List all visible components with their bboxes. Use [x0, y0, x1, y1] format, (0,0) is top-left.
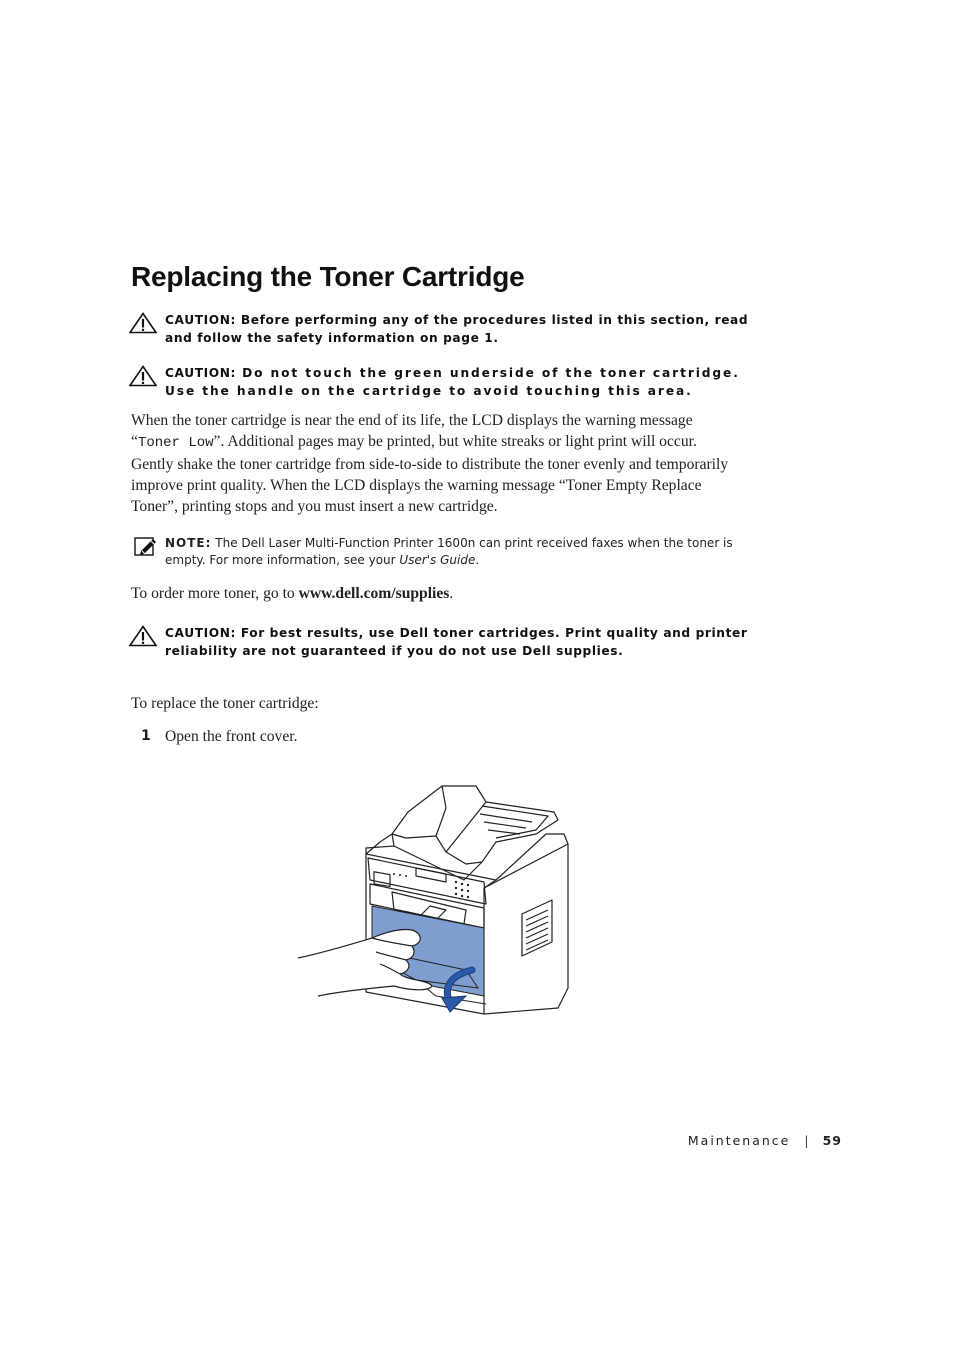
replace-intro: To replace the toner cartridge: — [131, 695, 319, 712]
caution-notice-green-underside — [129, 365, 749, 400]
warning-triangle-icon — [129, 312, 157, 334]
users-guide-title: User's Guide — [399, 553, 476, 567]
caution-label: CAUTION: — [165, 626, 236, 640]
caution-text: For best results, use Dell toner cartridges. Print quality and printer reliability are not guaranteed if you do not use Dell supplies. — [165, 626, 748, 658]
caution-label: CAUTION: — [165, 313, 236, 327]
lcd-message-code: Toner Low — [137, 435, 214, 451]
intro-paragraph — [131, 410, 741, 517]
order-paragraph — [131, 583, 741, 604]
note-text: The Dell Laser Multi-Function Printer 1600n can print received faxes when the toner is empty. For more information, see your — [165, 536, 733, 567]
footer-section-name: Maintenance — [687, 1133, 791, 1148]
caution-text: Do not touch the green underside of the toner cartridge. Use the handle on the cartridge to avoid touching this area. — [165, 366, 740, 398]
caution-text: Before performing any of the procedures listed in this section, read and follow the safety information on page 1. — [165, 313, 749, 345]
warning-triangle-icon — [129, 365, 157, 387]
printer-open-cover-illustration — [296, 782, 576, 1022]
caution-notice-dell-supplies — [129, 625, 749, 660]
note-end: . — [475, 553, 480, 567]
warning-triangle-icon — [129, 625, 157, 647]
supplies-link[interactable]: www.dell.com/supplies — [298, 585, 450, 602]
order-end: . — [449, 585, 454, 602]
intro-text-part1: When the toner cartridge is near the end of its life, the LCD displays the warning message “ — [131, 412, 693, 450]
page-footer — [688, 1133, 842, 1148]
step-text: Open the front cover. — [165, 728, 298, 745]
page-number: 59 — [822, 1133, 842, 1148]
note-notice — [129, 535, 749, 569]
note-label: NOTE: — [165, 536, 212, 550]
step-number: 1 — [141, 728, 151, 744]
caution-label: CAUTION: — [165, 366, 236, 380]
footer-separator: | — [804, 1133, 809, 1148]
intro-text-part2: ”. Additional pages may be printed, but white streaks or light print will occur. Gently shake the toner cartridge from side-to-side to distribute the toner evenly and temporarily improve print quality. When the LCD displays the warning message “Toner Empty Replace Toner”, printing stops and you must insert a new cartridge. — [131, 433, 729, 515]
caution-notice-safety — [129, 312, 749, 347]
note-pencil-icon — [134, 536, 158, 558]
order-text: To order more toner, go to — [131, 585, 299, 602]
page-title: Replacing the Toner Cartridge — [131, 261, 525, 292]
